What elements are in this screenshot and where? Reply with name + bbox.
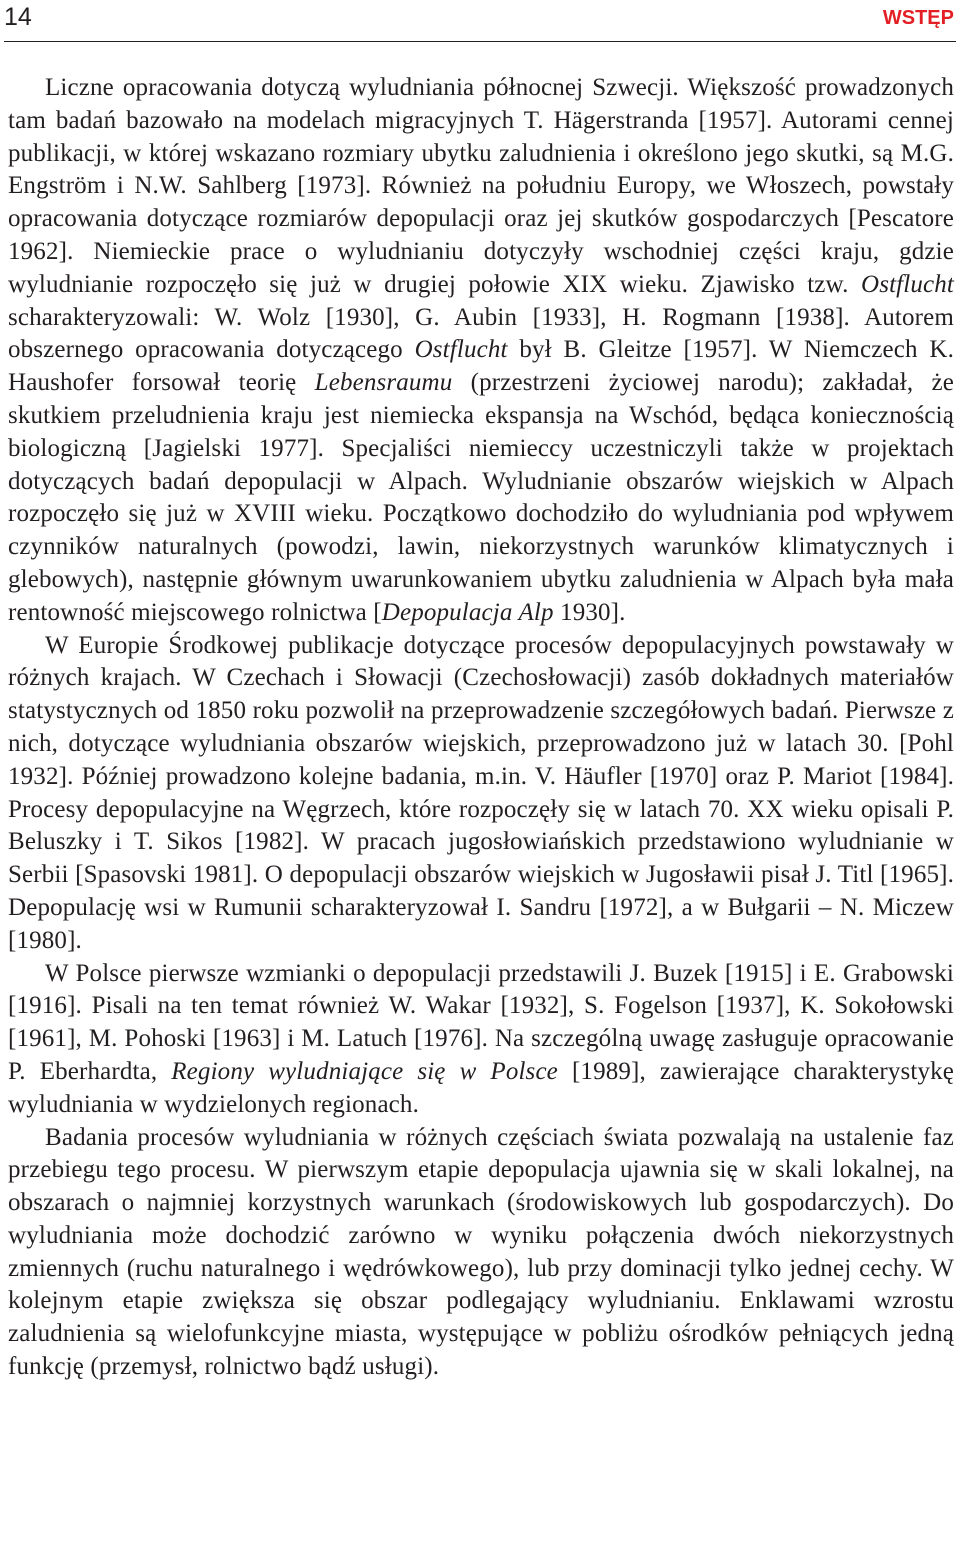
text-run: W Polsce pierwsze wzmianki o depopulacji przedstawili J. Buzek [1915] i E. Grabowski [1916]. Pisali na ten temat również W. Wakar [1932], S. Fogelson [1937], K. Sokołowski [1961], M. Pohoski [1963] i M. Latuch [1976]. Na szczególną uwagę zasługuje opracowanie P. Eberhardta, — [8, 959, 954, 1085]
text-run: Liczne opracowania dotyczą wyludniania północnej Szwecji. Większość prowadzonych tam badań bazowało na modelach migracyjnych T. Hägerstranda [1957]. Autorami cennej publikacji, w której wskazano rozmiary ubytku zaludnienia i określono jego skutki, są M.G. Engström i N.W. Sahlberg [1973]. Również na południu Europy, we Włoszech, powstały opracowania dotyczące rozmiarów depopulacji oraz jej skutków gospodarczych [Pescatore 1962]. Niemieckie prace o wyludnianiu dotyczyły wschodniej części kraju, gdzie wyludnianie rozpoczęło się już w drugiej połowie XIX wieku. Zjawisko tzw. — [8, 74, 954, 298]
header-rule — [4, 41, 956, 42]
text-run: był B. Gleitze [1957]. W Niemczech K. Haushofer forsował teorię — [8, 336, 955, 397]
italic-text: Ostflucht — [414, 336, 508, 364]
text-run: (przestrzeni życiowej narodu); zakładał, że skutkiem przeludnienia kraju jest niemiecka ekspansja na Wschód, będąca koniecznością biologiczną [Jagielski 1977]. Specjaliści niemieccy uczestniczyli także w projektach dotyczących badań depopulacji w Alpach. Wyludnianie obszarów wiejskich w Alpach rozpoczęło się już w XVIII wieku. Początkowo dochodziło do wyludniania pod wpływem czynników naturalnych (powodzi, lawin, niekorzystnych warunków klimatycznych i glebowych), następnie głównym uwarunkowaniem ubytku zaludnienia w Alpach była mała rentowność miejscowego rolnictwa [ — [8, 369, 954, 626]
running-head: WSTĘP — [882, 7, 954, 29]
page-number: 14 — [4, 3, 32, 31]
text-run: scharakteryzowali: W. Wolz [1930], G. Aubin [1933], H. Rogmann [1938]. Autorem obszernego opracowania dotyczącego — [8, 303, 954, 364]
italic-text: Depopulacja Alp — [381, 598, 554, 626]
paragraph — [8, 630, 954, 958]
text-run: [1989], zawierające charakterystykę wyludniania w wydzielonych regionach. — [8, 1057, 955, 1118]
paragraph — [8, 958, 954, 1122]
italic-text: Lebensraumu — [314, 369, 453, 397]
italic-text: Ostflucht — [860, 270, 954, 298]
italic-text: Regiony wyludniające się w Polsce — [171, 1057, 558, 1085]
text-run: 1930]. — [553, 598, 626, 626]
main-text — [8, 72, 954, 1384]
text-run: Badania procesów wyludniania w różnych częściach świata pozwalają na ustalenie faz przebiegu tego procesu. W pierwszym etapie depopulacja ujawnia się w skali lokalnej, na obszarach o najmniej korzystnych warunkach (środowiskowych lub gospodarczych). Do wyludniania może dochodzić zarówno w wyniku połączenia dwóch niekorzystnych zmiennych (ruchu naturalnego i wędrówkowego), lub przy dominacji tylko jednej cechy. W kolejnym etapie zwiększa się obszar podlegający wyludnianiu. Enklawami wzrostu zaludnienia są wielofunkcyjne miasta, występujące w pobliżu ośrodków pełniących jedną funkcję (przemysł, rolnictwo bądź usługi). — [8, 1123, 954, 1381]
text-run: W Europie Środkowej publikacje dotyczące procesów depopulacyjnych powstawały w różnych krajach. W Czechach i Słowacji (Czechosłowacji) zasób dokładnych materiałów statystycznych od 1850 roku pozwolił na przeprowadzenie szczegółowych badań. Pierwsze z nich, dotyczące wyludniania obszarów wiejskich, przeprowadzono już w latach 30. [Pohl 1932]. Później prowadzono kolejne badania, m.in. V. Häufler [1970] oraz P. Mariot [1984]. Procesy depopulacyjne na Węgrzech, które rozpoczęły się w latach 70. XX wieku opisali P. Beluszky i T. Sikos [1982]. W pracach jugosłowiańskich przedstawiono wyludnianie w Serbii [Spasovski 1981]. O depopulacji obszarów wiejskich w Jugosławii pisał J. Titl [1965]. Depopulację wsi w Rumunii scharakteryzował I. Sandru [1972], a w Bułgarii – N. Miczew [1980]. — [8, 631, 954, 954]
paragraph — [8, 72, 954, 630]
paragraph — [8, 1122, 954, 1384]
page-header — [0, 0, 960, 44]
